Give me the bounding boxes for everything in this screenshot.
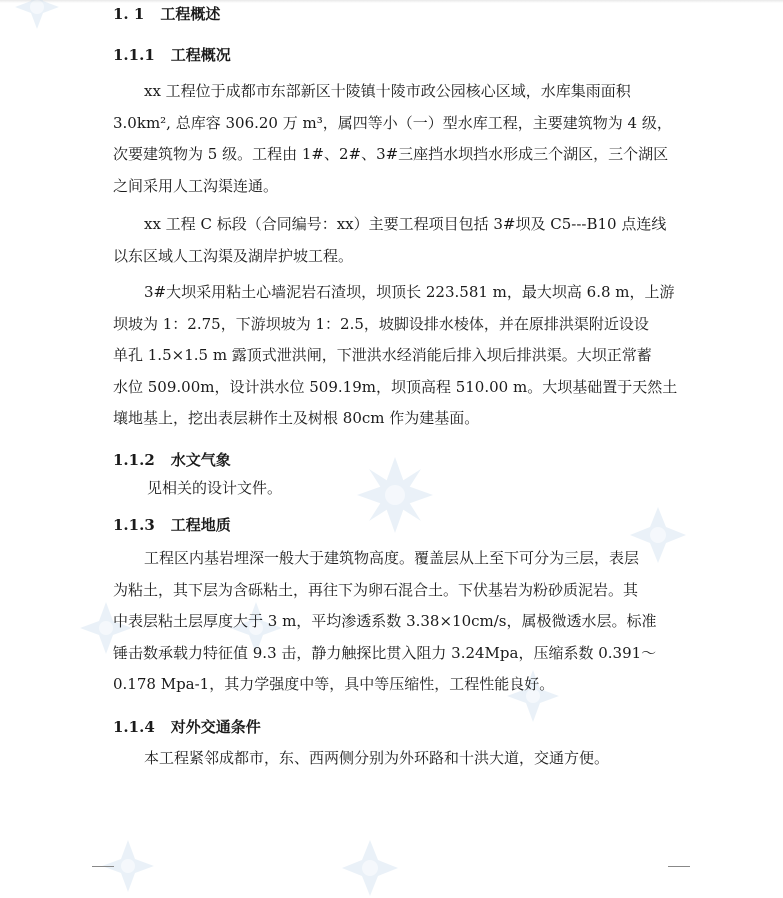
text-line: 次要建筑物为 5 级。工程由 1#、2#、3#三座挡水坝挡水形成三个湖区，三个湖区: [113, 145, 669, 163]
page-corner-mark-left: [92, 866, 114, 867]
text-line: 以东区域人工沟渠及湖岸护坡工程。: [113, 246, 354, 265]
text-line: 锤击数承载力特征值 9.3 击，静力触探比贯入阻力 3.24Mpa，压缩系数 0.391～: [113, 643, 657, 662]
paragraph-transport: [113, 743, 669, 775]
heading-number: 1. 1: [113, 5, 145, 23]
text-line: 之间采用人工沟渠连通。: [113, 176, 279, 195]
heading-title: 对外交通条件: [170, 718, 261, 736]
paragraph-geology: [113, 543, 669, 701]
text-line: 0.178 Mpa-1，其力学强度中等，具中等压缩性，工程性能良好。: [113, 675, 555, 693]
text-line: 见相关的设计文件。: [147, 479, 283, 497]
text-line: 水位 509.00m，设计洪水位 509.19m，坝顶高程 510.00 m。大坝基础置于天然土: [113, 377, 678, 396]
heading-number: 1.1.4: [113, 718, 155, 736]
text-line: 工程区内基岩埋深一般大于建筑物高度。覆盖层从上至下可分为三层，表层: [144, 549, 640, 567]
text-line: 中表层粘土层厚度大于 3 m，平均渗透系数 3.38×10cm/s，属极微透水层。标准: [113, 612, 657, 630]
text-line: 坝坡为 1：2.75，下游坝坡为 1：2.5，坡脚设排水棱体，并在原排洪渠附近设设: [113, 314, 649, 333]
heading-number: 1.1.1: [113, 46, 155, 64]
paragraph-hydrology: [147, 473, 703, 505]
paragraph-section-c: [113, 209, 669, 272]
heading-title: 水文气象: [170, 451, 231, 469]
heading-1-1-1: [113, 44, 231, 65]
heading-1-1-3: [113, 514, 231, 535]
watermark-flower-icon: [12, 0, 62, 32]
heading-title: 工程地质: [170, 516, 231, 534]
text-line: 单孔 1.5×1.5 m 露顶式泄洪闸，下泄洪水经消能后排入坝后排洪渠。大坝正常蓄: [113, 346, 652, 364]
text-line: xx 工程 C 标段（合同编号：xx）主要工程项目包括 3#坝及 C5---B10 点连线: [144, 215, 667, 233]
text-line: 为粘土，其下层为含砾粘土，再往下为卵石混合土。下伏基岩为粉砂质泥岩。其: [113, 580, 639, 599]
page-corner-mark-right: [668, 866, 690, 867]
paragraph-project-overview: [113, 76, 672, 202]
text-line: 本工程紧邻成都市，东、西两侧分别为外环路和十洪大道，交通方便。: [144, 749, 610, 767]
text-line: 壤地基上，挖出表层耕作土及树根 80cm 作为建基面。: [113, 409, 480, 427]
heading-number: 1.1.2: [113, 451, 155, 469]
heading-title: 工程概述: [160, 5, 221, 23]
watermark-flower-icon: [340, 838, 400, 898]
text-line: 3#大坝采用粘土心墙泥岩石渣坝，坝顶长 223.581 m，最大坝高 6.8 m，上游: [144, 283, 675, 301]
heading-1-1: [113, 3, 220, 24]
heading-title: 工程概况: [170, 46, 231, 64]
heading-1-1-4: [113, 716, 261, 737]
heading-1-1-2: [113, 449, 231, 470]
heading-number: 1.1.3: [113, 516, 155, 534]
paragraph-dam-description: [113, 277, 678, 435]
text-line: xx 工程位于成都市东部新区十陵镇十陵市政公园核心区域，水库集雨面积: [144, 82, 631, 100]
text-line: 3.0km², 总库容 306.20 万 m³，属四等小（一）型水库工程，主要建筑物为 4 级，: [113, 113, 672, 132]
